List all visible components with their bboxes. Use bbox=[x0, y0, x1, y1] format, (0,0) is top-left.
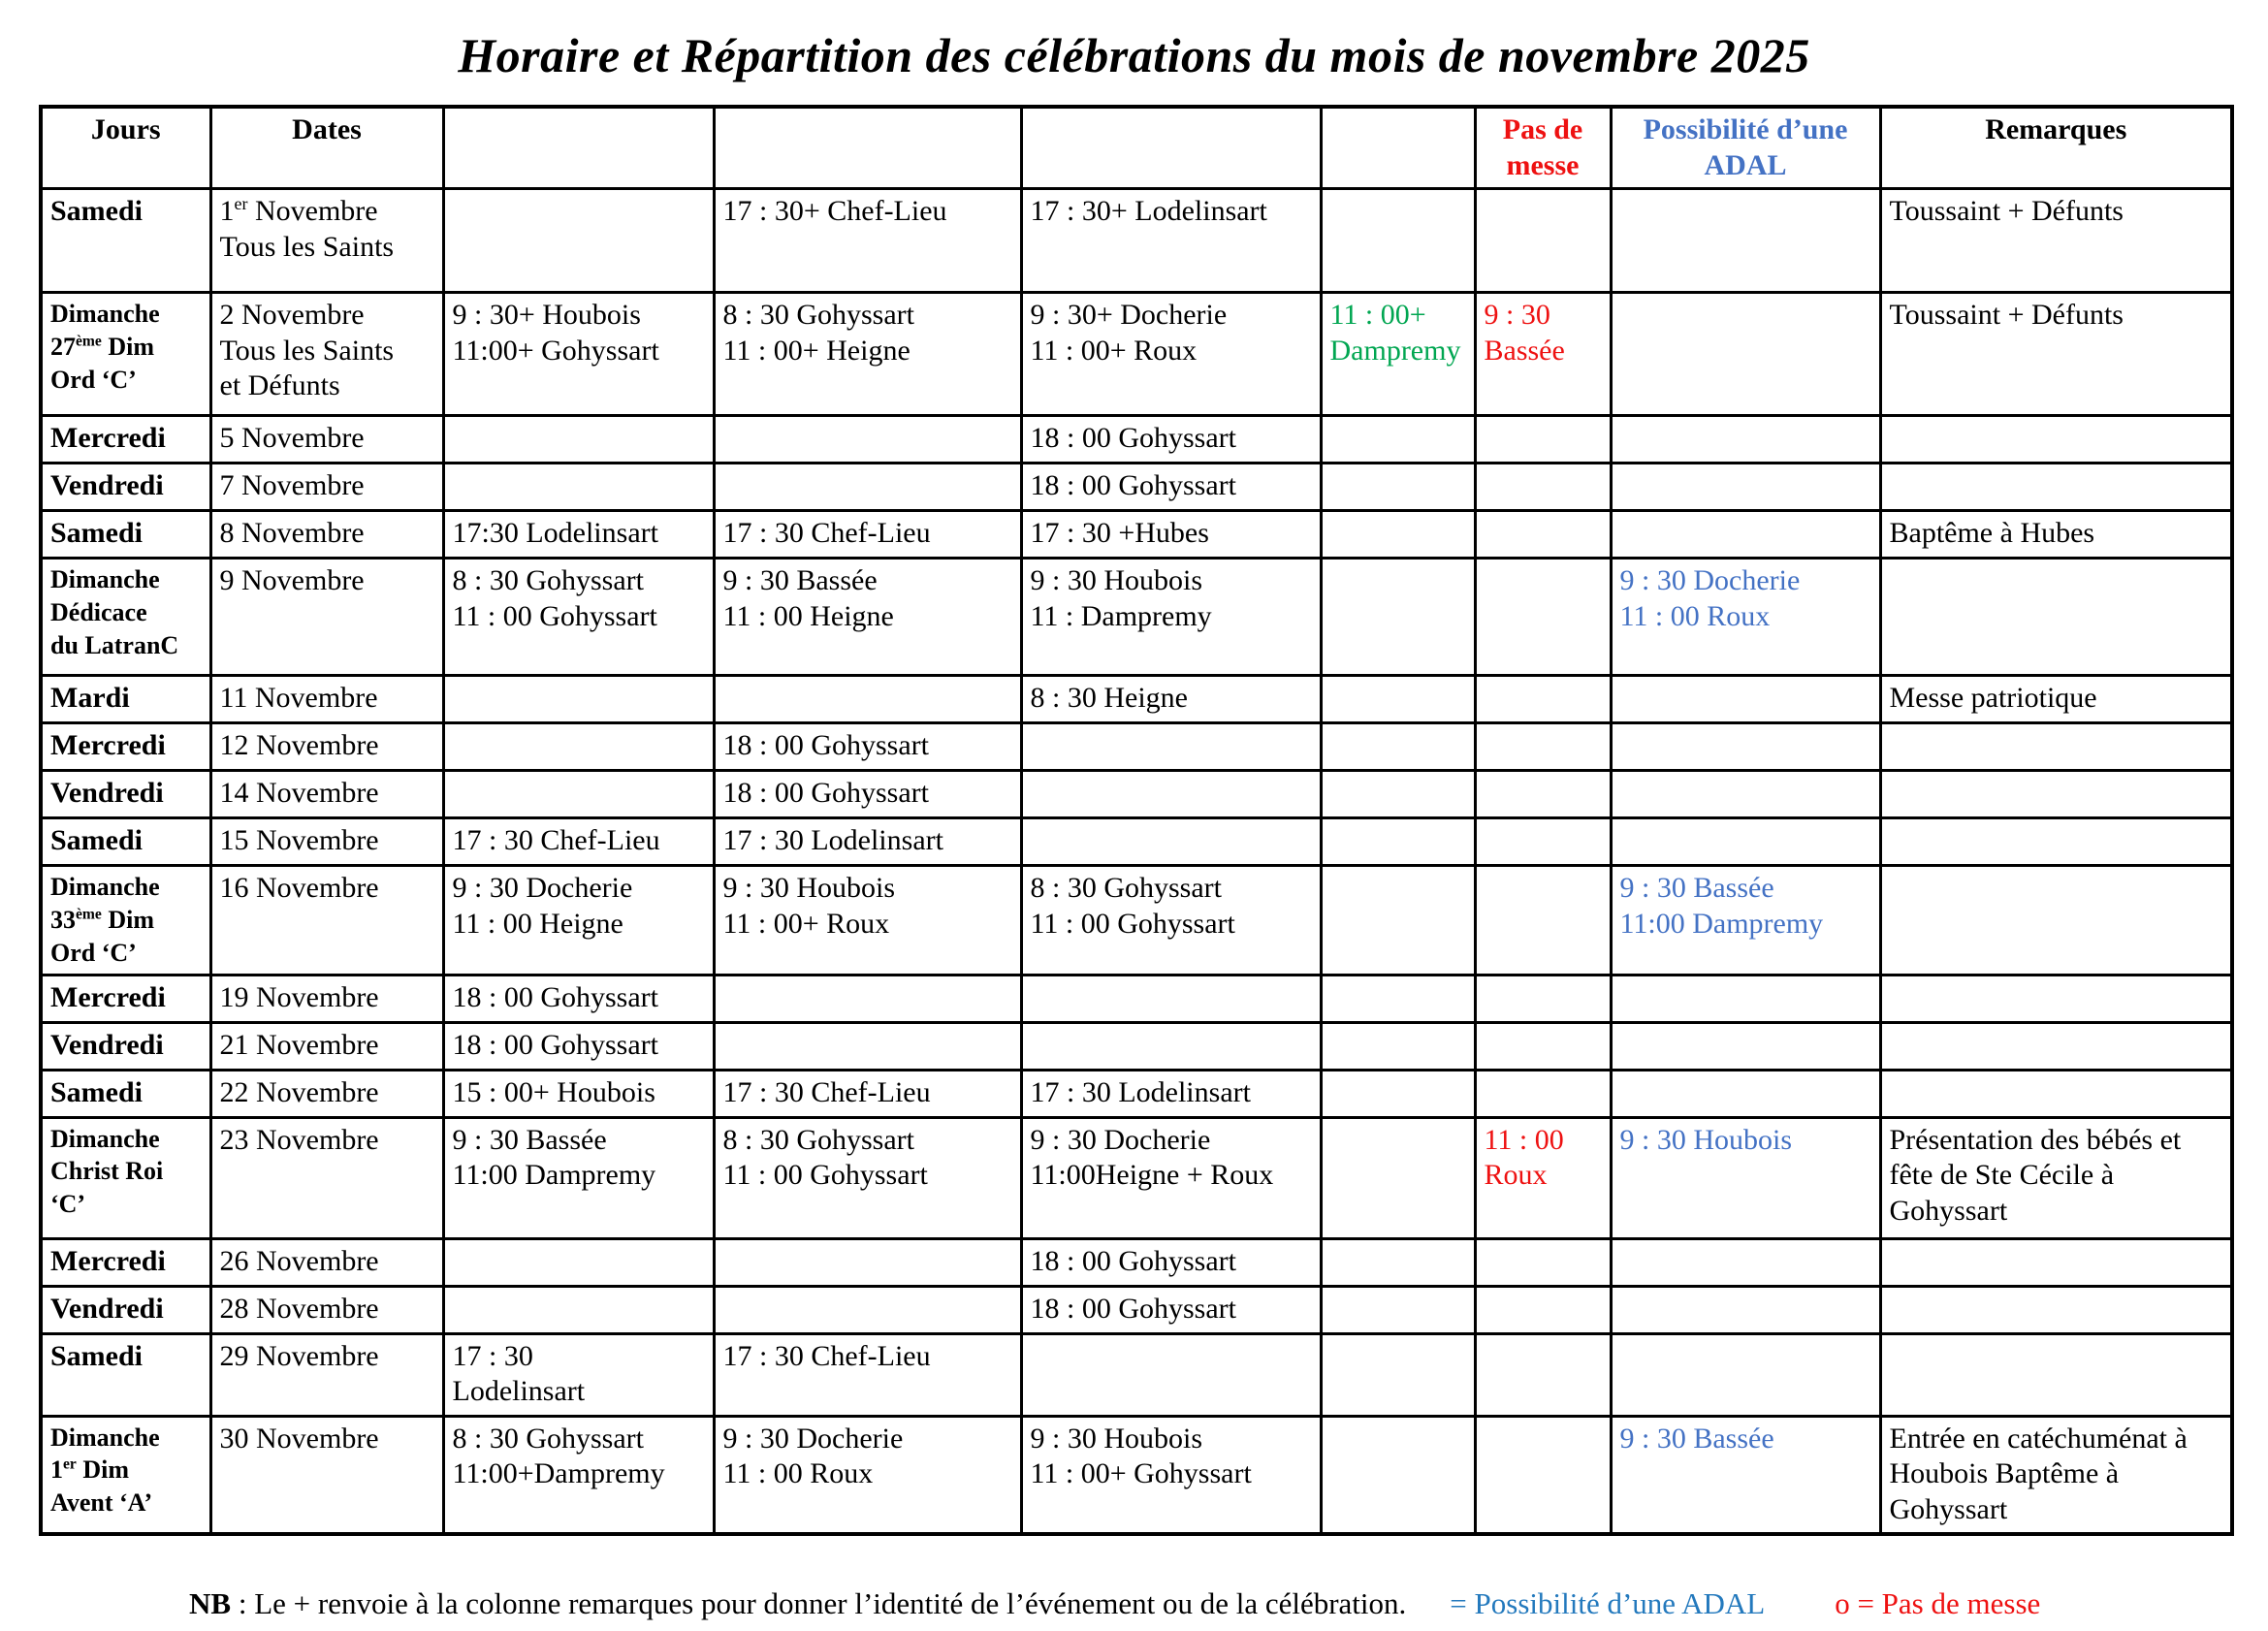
cell-c4 bbox=[714, 975, 1021, 1022]
cell-c4 bbox=[714, 676, 1021, 723]
cell-adal: 9 : 30 Docherie 11 : 00 Roux bbox=[1611, 559, 1880, 676]
cell-date: 14 Novembre bbox=[210, 771, 443, 818]
cell-c4 bbox=[714, 1238, 1021, 1286]
cell-day: Samedi bbox=[41, 1333, 210, 1416]
cell-c5 bbox=[1021, 723, 1321, 771]
table-row bbox=[41, 1070, 2232, 1117]
cell-c4: 9 : 30 Docherie 11 : 00 Roux bbox=[714, 1416, 1021, 1534]
cell-adal bbox=[1611, 1022, 1880, 1070]
cell-no_mass bbox=[1475, 1333, 1611, 1416]
cell-date: 30 Novembre bbox=[210, 1416, 443, 1534]
page-title: Horaire et Répartition des célébrations du mois de novembre 2025 bbox=[458, 28, 1810, 82]
cell-remarks bbox=[1880, 818, 2232, 866]
cell-day: Samedi bbox=[41, 1070, 210, 1117]
table-row bbox=[41, 1333, 2232, 1416]
cell-remarks: Toussaint + Défunts bbox=[1880, 189, 2232, 293]
cell-adal: 9 : 30 Bassée bbox=[1611, 1416, 1880, 1534]
cell-no_mass bbox=[1475, 1238, 1611, 1286]
cell-c6: 11 : 00+ Dampremy bbox=[1321, 293, 1475, 416]
column-header-day: Jours bbox=[41, 107, 210, 189]
table-row bbox=[41, 559, 2232, 676]
cell-day: Vendredi bbox=[41, 1022, 210, 1070]
cell-day: Vendredi bbox=[41, 1286, 210, 1333]
cell-remarks: Messe patriotique bbox=[1880, 676, 2232, 723]
cell-adal: 9 : 30 Bassée 11:00 Dampremy bbox=[1611, 866, 1880, 975]
cell-c6 bbox=[1321, 818, 1475, 866]
cell-c5: 18 : 00 Gohyssart bbox=[1021, 416, 1321, 464]
cell-c5: 18 : 00 Gohyssart bbox=[1021, 1286, 1321, 1333]
cell-no_mass bbox=[1475, 1022, 1611, 1070]
cell-c4: 17 : 30 Lodelinsart bbox=[714, 818, 1021, 866]
cell-remarks bbox=[1880, 1238, 2232, 1286]
cell-remarks bbox=[1880, 416, 2232, 464]
cell-remarks bbox=[1880, 866, 2232, 975]
cell-c4: 9 : 30 Houbois 11 : 00+ Roux bbox=[714, 866, 1021, 975]
cell-date: 29 Novembre bbox=[210, 1333, 443, 1416]
cell-date: 1er Novembre Tous les Saints bbox=[210, 189, 443, 293]
cell-c5: 9 : 30 Houbois 11 : 00+ Gohyssart bbox=[1021, 1416, 1321, 1534]
table-row bbox=[41, 293, 2232, 416]
cell-c4 bbox=[714, 416, 1021, 464]
cell-c6 bbox=[1321, 189, 1475, 293]
cell-date: 23 Novembre bbox=[210, 1117, 443, 1238]
cell-adal bbox=[1611, 416, 1880, 464]
cell-c5 bbox=[1021, 975, 1321, 1022]
table-row bbox=[41, 416, 2232, 464]
table-row bbox=[41, 189, 2232, 293]
cell-c5: 18 : 00 Gohyssart bbox=[1021, 464, 1321, 511]
table-row bbox=[41, 464, 2232, 511]
cell-day: Mercredi bbox=[41, 1238, 210, 1286]
table-row bbox=[41, 676, 2232, 723]
cell-c6 bbox=[1321, 975, 1475, 1022]
cell-day: Dimanche Dédicace du LatranC bbox=[41, 559, 210, 676]
cell-adal bbox=[1611, 771, 1880, 818]
cell-day: Mercredi bbox=[41, 975, 210, 1022]
column-header-c6 bbox=[1321, 107, 1475, 189]
cell-c4: 17 : 30 Chef-Lieu bbox=[714, 1333, 1021, 1416]
cell-date: 22 Novembre bbox=[210, 1070, 443, 1117]
cell-adal: 9 : 30 Houbois bbox=[1611, 1117, 1880, 1238]
cell-no_mass bbox=[1475, 1286, 1611, 1333]
cell-no_mass bbox=[1475, 975, 1611, 1022]
cell-date: 16 Novembre bbox=[210, 866, 443, 975]
cell-day: Vendredi bbox=[41, 771, 210, 818]
cell-c3: 9 : 30+ Houbois 11:00+ Gohyssart bbox=[443, 293, 714, 416]
cell-no_mass bbox=[1475, 723, 1611, 771]
footer-nb-label: NB bbox=[189, 1585, 232, 1620]
footer-nb-text: : Le + renvoie à la colonne remarques pour donner l’identité de l’événement ou de la célébration. bbox=[231, 1585, 1407, 1620]
cell-adal bbox=[1611, 1333, 1880, 1416]
cell-day: Vendredi bbox=[41, 464, 210, 511]
cell-date: 2 Novembre Tous les Saints et Défunts bbox=[210, 293, 443, 416]
cell-c4: 17 : 30+ Chef-Lieu bbox=[714, 189, 1021, 293]
column-header-c4 bbox=[714, 107, 1021, 189]
cell-remarks bbox=[1880, 723, 2232, 771]
cell-adal bbox=[1611, 723, 1880, 771]
cell-day: Dimanche 33ème Dim Ord ‘C’ bbox=[41, 866, 210, 975]
cell-c5 bbox=[1021, 1022, 1321, 1070]
cell-c3: 18 : 00 Gohyssart bbox=[443, 975, 714, 1022]
cell-remarks bbox=[1880, 1070, 2232, 1117]
cell-c5 bbox=[1021, 818, 1321, 866]
cell-c6 bbox=[1321, 416, 1475, 464]
cell-c4 bbox=[714, 464, 1021, 511]
cell-c3: 17 : 30 Lodelinsart bbox=[443, 1333, 714, 1416]
cell-c3 bbox=[443, 723, 714, 771]
cell-c6 bbox=[1321, 1333, 1475, 1416]
column-header-c5 bbox=[1021, 107, 1321, 189]
cell-day: Dimanche Christ Roi ‘C’ bbox=[41, 1117, 210, 1238]
table-row bbox=[41, 771, 2232, 818]
adal-legend: = Possibilité d’une ADAL bbox=[1450, 1585, 1766, 1620]
cell-date: 11 Novembre bbox=[210, 676, 443, 723]
cell-adal bbox=[1611, 676, 1880, 723]
cell-c6 bbox=[1321, 676, 1475, 723]
cell-date: 8 Novembre bbox=[210, 511, 443, 559]
cell-remarks bbox=[1880, 1333, 2232, 1416]
cell-c5 bbox=[1021, 1333, 1321, 1416]
cell-c5: 9 : 30 Houbois 11 : Dampremy bbox=[1021, 559, 1321, 676]
cell-adal bbox=[1611, 818, 1880, 866]
schedule-table bbox=[39, 105, 2234, 1536]
cell-date: 12 Novembre bbox=[210, 723, 443, 771]
cell-c6 bbox=[1321, 464, 1475, 511]
cell-remarks: Entrée en catéchuménat à Houbois Baptême à Gohyssart bbox=[1880, 1416, 2232, 1534]
cell-c3: 17:30 Lodelinsart bbox=[443, 511, 714, 559]
cell-c6 bbox=[1321, 1117, 1475, 1238]
cell-date: 15 Novembre bbox=[210, 818, 443, 866]
cell-c3 bbox=[443, 464, 714, 511]
cell-remarks: Baptême à Hubes bbox=[1880, 511, 2232, 559]
cell-date: 26 Novembre bbox=[210, 1238, 443, 1286]
cell-c6 bbox=[1321, 1416, 1475, 1534]
cell-no_mass bbox=[1475, 818, 1611, 866]
cell-no_mass bbox=[1475, 559, 1611, 676]
table-row bbox=[41, 866, 2232, 975]
cell-c3 bbox=[443, 416, 714, 464]
cell-remarks bbox=[1880, 1022, 2232, 1070]
cell-c6 bbox=[1321, 1070, 1475, 1117]
cell-day: Mercredi bbox=[41, 416, 210, 464]
cell-c3 bbox=[443, 676, 714, 723]
cell-remarks bbox=[1880, 975, 2232, 1022]
cell-c3: 9 : 30 Bassée 11:00 Dampremy bbox=[443, 1117, 714, 1238]
cell-day: Mardi bbox=[41, 676, 210, 723]
cell-remarks: Toussaint + Défunts bbox=[1880, 293, 2232, 416]
cell-c4 bbox=[714, 1286, 1021, 1333]
cell-no_mass bbox=[1475, 416, 1611, 464]
cell-c5: 17 : 30 +Hubes bbox=[1021, 511, 1321, 559]
column-header-c3 bbox=[443, 107, 714, 189]
cell-c5: 17 : 30 Lodelinsart bbox=[1021, 1070, 1321, 1117]
cell-c5 bbox=[1021, 771, 1321, 818]
cell-adal bbox=[1611, 293, 1880, 416]
table-row bbox=[41, 1238, 2232, 1286]
cell-c3 bbox=[443, 1238, 714, 1286]
cell-c4: 9 : 30 Bassée 11 : 00 Heigne bbox=[714, 559, 1021, 676]
cell-c6 bbox=[1321, 511, 1475, 559]
table-body bbox=[41, 189, 2232, 1534]
cell-c6 bbox=[1321, 723, 1475, 771]
cell-adal bbox=[1611, 1238, 1880, 1286]
cell-c3: 9 : 30 Docherie 11 : 00 Heigne bbox=[443, 866, 714, 975]
cell-c6 bbox=[1321, 1022, 1475, 1070]
cell-day: Samedi bbox=[41, 818, 210, 866]
cell-c5: 9 : 30 Docherie 11:00Heigne + Roux bbox=[1021, 1117, 1321, 1238]
cell-no_mass bbox=[1475, 1416, 1611, 1534]
table-row bbox=[41, 818, 2232, 866]
cell-remarks bbox=[1880, 771, 2232, 818]
cell-c4 bbox=[714, 1022, 1021, 1070]
cell-adal bbox=[1611, 1286, 1880, 1333]
cell-no_mass: 11 : 00 Roux bbox=[1475, 1117, 1611, 1238]
cell-c4: 18 : 00 Gohyssart bbox=[714, 723, 1021, 771]
cell-day: Samedi bbox=[41, 511, 210, 559]
cell-c5: 8 : 30 Heigne bbox=[1021, 676, 1321, 723]
cell-no_mass bbox=[1475, 511, 1611, 559]
cell-c6 bbox=[1321, 866, 1475, 975]
cell-date: 7 Novembre bbox=[210, 464, 443, 511]
column-header-no_mass: Pas de messe bbox=[1475, 107, 1611, 189]
cell-c4: 8 : 30 Gohyssart 11 : 00+ Heigne bbox=[714, 293, 1021, 416]
cell-c4: 17 : 30 Chef-Lieu bbox=[714, 1070, 1021, 1117]
cell-remarks bbox=[1880, 464, 2232, 511]
cell-c3: 8 : 30 Gohyssart 11:00+Dampremy bbox=[443, 1416, 714, 1534]
cell-c3: 8 : 30 Gohyssart 11 : 00 Gohyssart bbox=[443, 559, 714, 676]
cell-day: Dimanche 27ème Dim Ord ‘C’ bbox=[41, 293, 210, 416]
cell-date: 19 Novembre bbox=[210, 975, 443, 1022]
cell-adal bbox=[1611, 1070, 1880, 1117]
cell-no_mass bbox=[1475, 676, 1611, 723]
no-mass-legend: o = Pas de messe bbox=[1835, 1585, 2041, 1620]
table-row bbox=[41, 1286, 2232, 1333]
cell-c5: 17 : 30+ Lodelinsart bbox=[1021, 189, 1321, 293]
cell-no_mass bbox=[1475, 189, 1611, 293]
column-header-remarks: Remarques bbox=[1880, 107, 2232, 189]
cell-c6 bbox=[1321, 771, 1475, 818]
cell-c5: 8 : 30 Gohyssart 11 : 00 Gohyssart bbox=[1021, 866, 1321, 975]
cell-date: 28 Novembre bbox=[210, 1286, 443, 1333]
cell-c5: 9 : 30+ Docherie 11 : 00+ Roux bbox=[1021, 293, 1321, 416]
cell-c4: 8 : 30 Gohyssart 11 : 00 Gohyssart bbox=[714, 1117, 1021, 1238]
cell-remarks: Présentation des bébés et fête de Ste Cécile à Gohyssart bbox=[1880, 1117, 2232, 1238]
cell-c4: 17 : 30 Chef-Lieu bbox=[714, 511, 1021, 559]
cell-remarks bbox=[1880, 559, 2232, 676]
cell-adal bbox=[1611, 189, 1880, 293]
cell-c6 bbox=[1321, 559, 1475, 676]
cell-no_mass: 9 : 30 Bassée bbox=[1475, 293, 1611, 416]
cell-day: Dimanche 1er Dim Avent ‘A’ bbox=[41, 1416, 210, 1534]
cell-no_mass bbox=[1475, 866, 1611, 975]
cell-remarks bbox=[1880, 1286, 2232, 1333]
cell-adal bbox=[1611, 511, 1880, 559]
cell-adal bbox=[1611, 975, 1880, 1022]
table-row bbox=[41, 975, 2232, 1022]
cell-c3 bbox=[443, 189, 714, 293]
cell-day: Mercredi bbox=[41, 723, 210, 771]
cell-date: 9 Novembre bbox=[210, 559, 443, 676]
header-row bbox=[41, 107, 2232, 189]
column-header-date: Dates bbox=[210, 107, 443, 189]
cell-no_mass bbox=[1475, 1070, 1611, 1117]
table-header bbox=[41, 107, 2232, 189]
table-row bbox=[41, 511, 2232, 559]
table-row bbox=[41, 1117, 2232, 1238]
table-row bbox=[41, 723, 2232, 771]
cell-date: 5 Novembre bbox=[210, 416, 443, 464]
cell-c3 bbox=[443, 1286, 714, 1333]
cell-date: 21 Novembre bbox=[210, 1022, 443, 1070]
table-row bbox=[41, 1416, 2232, 1534]
cell-no_mass bbox=[1475, 771, 1611, 818]
cell-c3: 18 : 00 Gohyssart bbox=[443, 1022, 714, 1070]
cell-c5: 18 : 00 Gohyssart bbox=[1021, 1238, 1321, 1286]
cell-c6 bbox=[1321, 1238, 1475, 1286]
cell-c4: 18 : 00 Gohyssart bbox=[714, 771, 1021, 818]
cell-c3: 15 : 00+ Houbois bbox=[443, 1070, 714, 1117]
cell-c3 bbox=[443, 771, 714, 818]
cell-adal bbox=[1611, 464, 1880, 511]
cell-c6 bbox=[1321, 1286, 1475, 1333]
cell-no_mass bbox=[1475, 464, 1611, 511]
cell-c3: 17 : 30 Chef-Lieu bbox=[443, 818, 714, 866]
cell-day: Samedi bbox=[41, 189, 210, 293]
table-row bbox=[41, 1022, 2232, 1070]
column-header-adal: Possibilité d’une ADAL bbox=[1611, 107, 1880, 189]
